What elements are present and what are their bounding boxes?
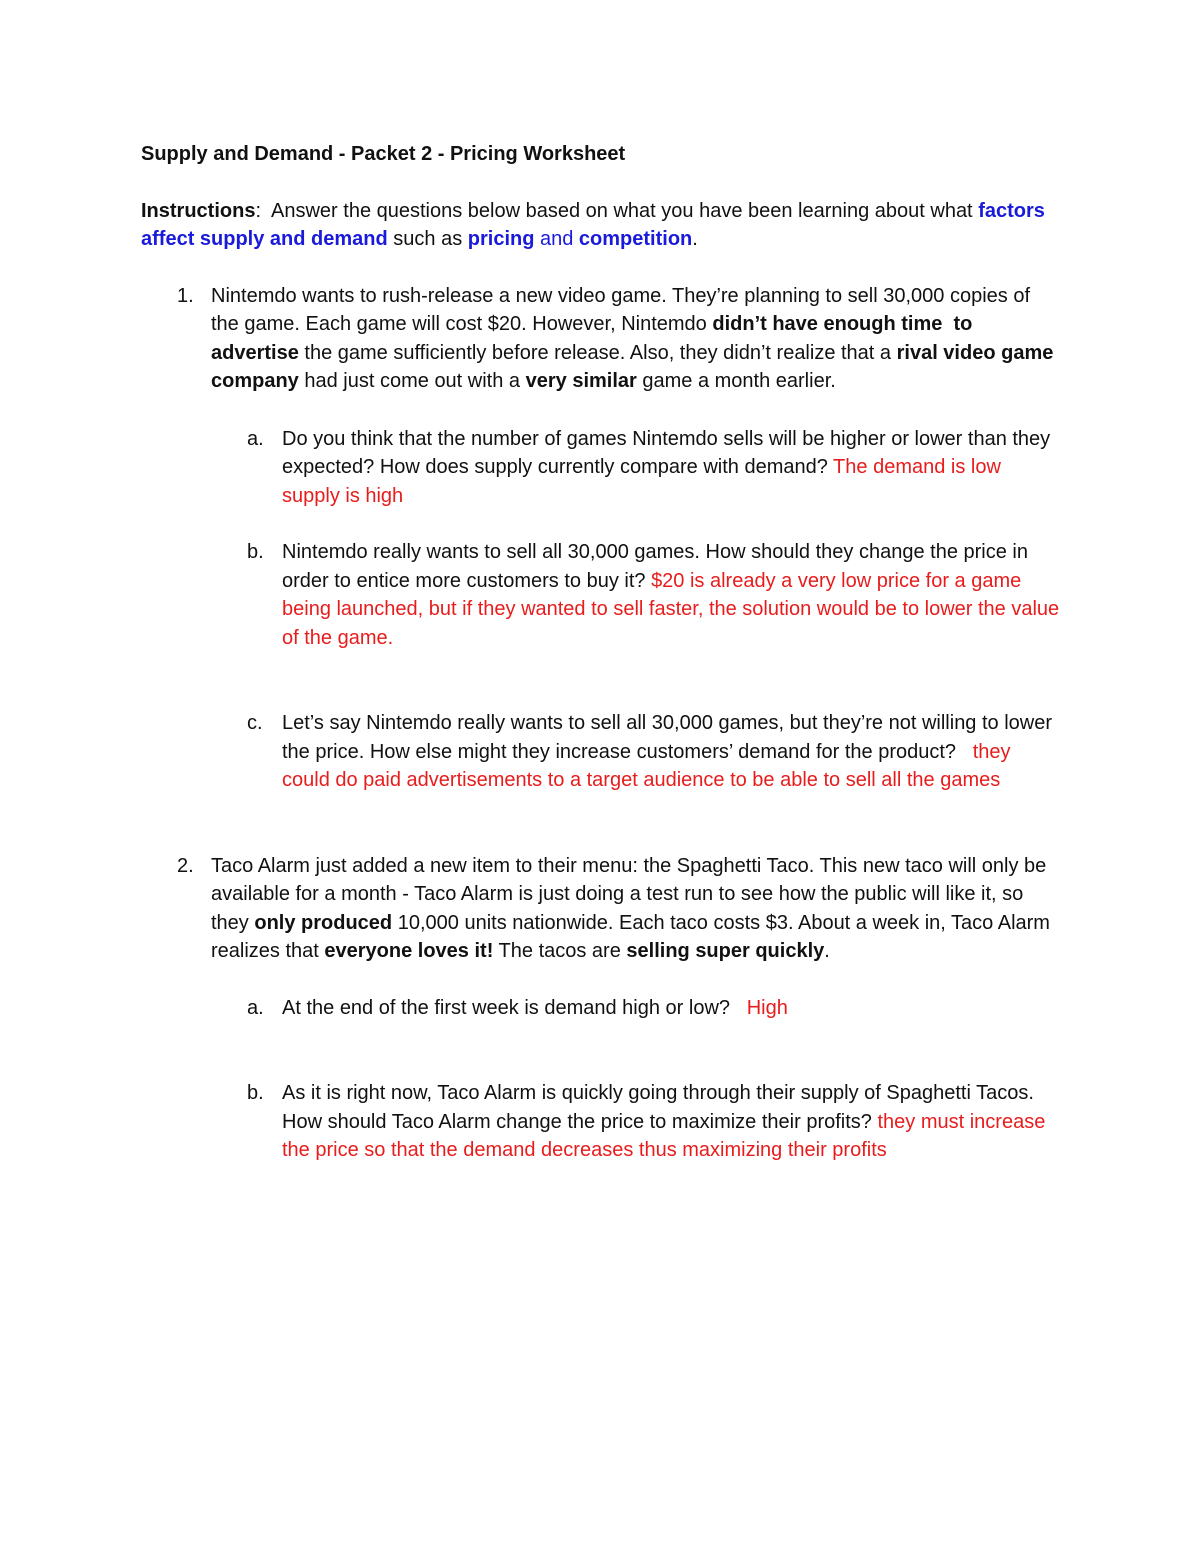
question-text: game a month earlier. xyxy=(636,370,836,392)
instructions-pricing: pricing xyxy=(467,228,535,250)
instructions-text-1: Answer the questions below based on what you have been learning about what xyxy=(261,199,979,222)
sub-question-text: At the end of the first week is demand high or low? xyxy=(282,996,747,1019)
instructions-colon: : xyxy=(255,199,262,222)
question-text: Taco Alarm just added a new item to their menu: the Spaghetti Taco. This new taco will only be available for a month - Taco Alarm is just doing a test run to see how the public will like it, so they xyxy=(211,854,1047,934)
answer-text: they must increase the price so that the demand decreases thus maximizing their profits xyxy=(282,1110,1046,1161)
sub-question-letter: c. xyxy=(247,712,263,734)
instructions-factors: factors affect supply and demand xyxy=(141,199,1045,250)
question-emphasis: only produced xyxy=(254,911,393,934)
question-number: 2. xyxy=(177,854,194,877)
sub-question-text: Nintemdo really wants to sell all 30,000 games. How should they change the price in order to entice more customers to buy it? xyxy=(282,541,1028,592)
answer-text: High xyxy=(746,996,788,1019)
instructions-and: and xyxy=(534,228,579,250)
question-emphasis: very similar xyxy=(525,370,637,392)
question-1c xyxy=(141,709,1061,795)
sub-question-letter: b. xyxy=(247,541,264,563)
instructions-competition: competition xyxy=(578,228,693,250)
sub-question-text: Do you think that the number of games Nintemdo sells will be higher or lower than they expected? How does supply currently compare with demand? xyxy=(282,427,1051,478)
question-emphasis: selling super quickly xyxy=(626,940,825,962)
question-2 xyxy=(141,852,1061,966)
answer-text: $20 is already a very low price for a game being launched, but if they wanted to sell faster, the solution would be to lower the value of the game. xyxy=(282,569,1060,649)
question-1b xyxy=(141,538,1061,652)
question-2a xyxy=(141,994,1061,1023)
sub-question-letter: b. xyxy=(247,1082,264,1104)
question-2b xyxy=(141,1079,1061,1165)
question-emphasis: everyone loves it! xyxy=(324,940,494,962)
sub-question-letter: a. xyxy=(247,427,264,450)
sub-question-text: Let’s say Nintemdo really wants to sell all 30,000 games, but they’re not willing to lower the price. How else might they increase customers’ demand for the product? xyxy=(282,712,1058,763)
instructions-label: Instructions xyxy=(141,199,256,222)
question-text: Nintemdo wants to rush-release a new video game. They’re planning to sell 30,000 copies of the game. Each game will cost $20. However, Nintemdo xyxy=(211,284,1030,335)
question-text: The tacos are xyxy=(493,940,627,962)
question-text: the game sufficiently before release. Also, they didn’t realize that a xyxy=(298,341,897,364)
answer-text: they could do paid advertisements to a target audience to be able to sell all the games xyxy=(282,740,1011,791)
worksheet-page xyxy=(141,140,1061,1165)
sub-question-letter: a. xyxy=(247,996,264,1019)
question-text: 10,000 units nationwide. Each taco costs $3. About a week in, Taco Alarm realizes that xyxy=(211,911,1050,962)
question-number: 1. xyxy=(177,284,194,307)
sub-question-text: As it is right now, Taco Alarm is quickly going through their supply of Spaghetti Tacos. How should Taco Alarm change the price to maximize their profits? xyxy=(282,1082,1034,1133)
answer-text: The demand is low supply is high xyxy=(282,456,1001,507)
instructions-paragraph xyxy=(141,197,1061,254)
instructions-text-2: such as xyxy=(387,228,468,250)
question-emphasis: didn’t have enough time to advertise xyxy=(211,313,978,364)
question-text: had just come out with a xyxy=(298,370,526,392)
question-1a xyxy=(141,425,1061,511)
question-1 xyxy=(141,282,1061,396)
instructions-end: . xyxy=(692,228,698,250)
question-text: . xyxy=(824,940,830,962)
page-title: Supply and Demand - Packet 2 - Pricing Worksheet xyxy=(141,143,626,165)
question-emphasis: rival video game company xyxy=(211,341,1054,392)
